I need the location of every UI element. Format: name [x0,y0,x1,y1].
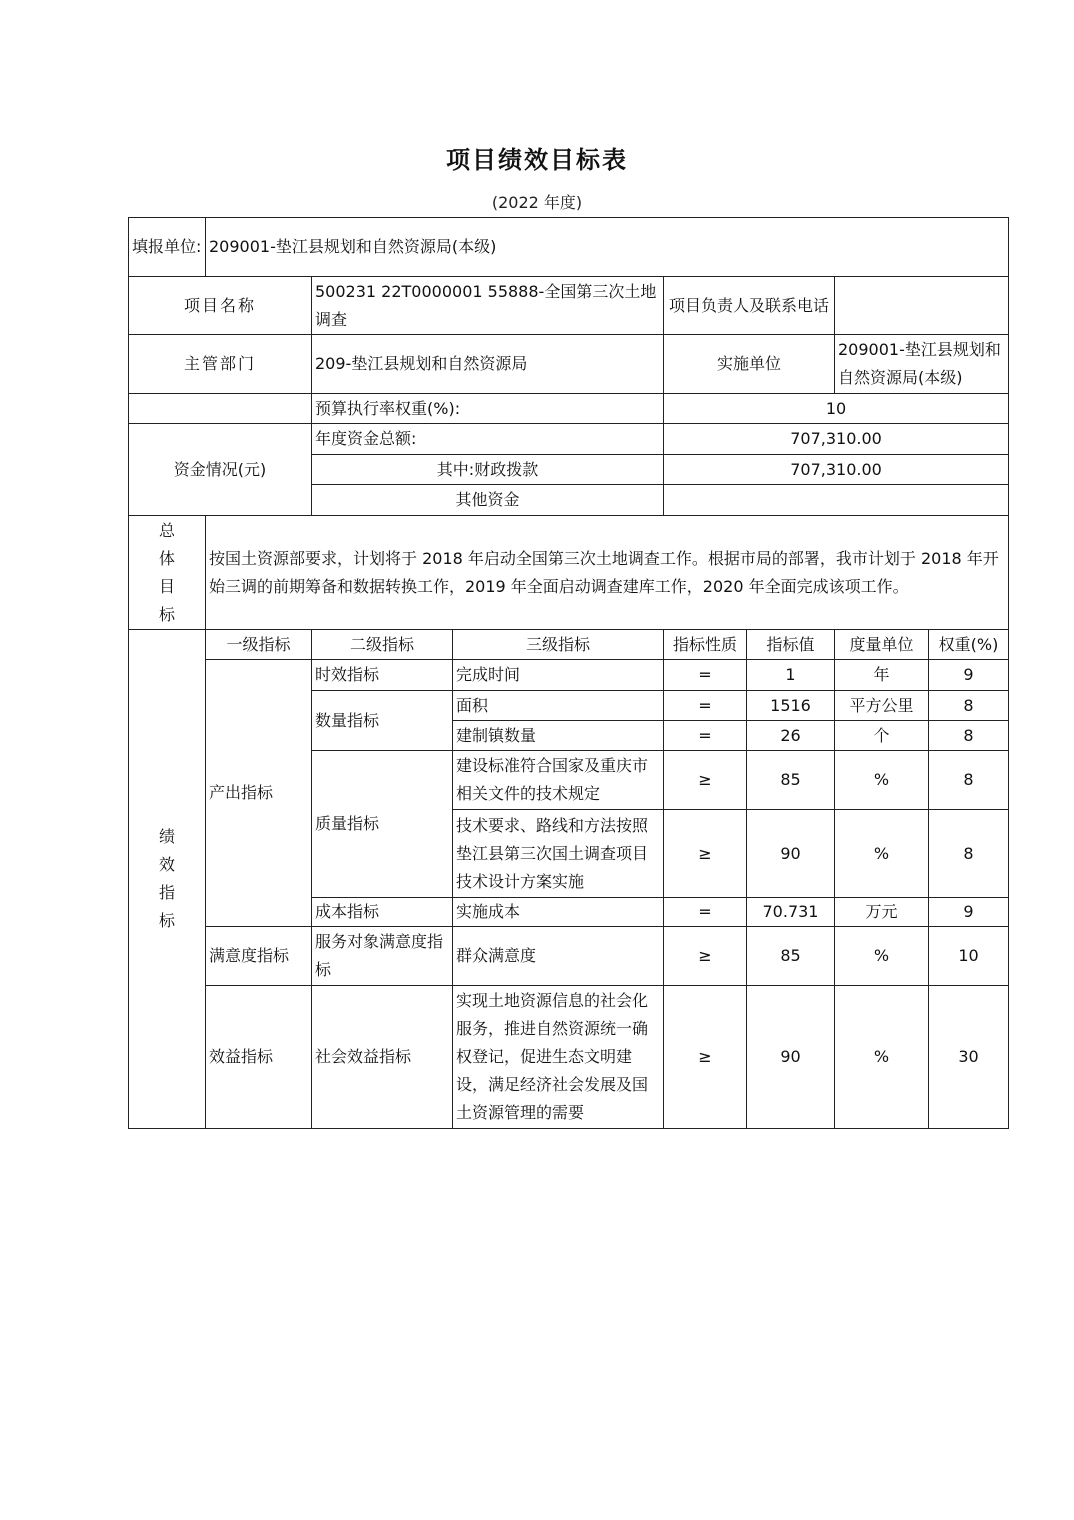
dept-label: 主管部门 [129,335,312,394]
budget-weight-blank [129,394,312,424]
dept-row [129,335,1009,394]
l1-benefit: 效益指标 [206,986,312,1129]
value-cell: 26 [747,721,835,751]
l2-cell: 时效指标 [312,660,453,691]
nature-cell: ≥ [664,927,747,986]
l3-cell: 建设标准符合国家及重庆市相关文件的技术规定 [453,751,664,810]
nature-cell: ≥ [664,751,747,810]
value-cell: 1 [747,660,835,691]
header-weight: 权重(%) [929,630,1009,660]
l3-cell: 建制镇数量 [453,721,664,751]
table-row [129,986,1009,1129]
weight-cell: 8 [929,721,1009,751]
table-row [129,660,1009,691]
l1-output: 产出指标 [206,660,312,927]
l3-cell: 技术要求、路线和方法按照垫江县第三次国土调查项目技术设计方案实施 [453,810,664,898]
goal-text: 按国土资源部要求，计划将于 2018 年启动全国第三次土地调查工作。根据市局的部署，我市计划于 2018 年开始三调的前期筹备和数据转换工作，2019 年全面启动调查建库工作，2020 年全面完成该项工作。 [206,516,1009,630]
l2-cell: 质量指标 [312,751,453,898]
weight-cell: 9 [929,898,1009,927]
fill-unit-label: 填报单位: [129,218,206,277]
l3-cell: 群众满意度 [453,927,664,986]
page-title: 项目绩效目标表 [446,146,628,174]
fiscal-label: 其中:财政拨款 [312,455,664,485]
l3-cell: 实施成本 [453,898,664,927]
impl-unit-label: 实施单位 [664,335,835,394]
unit-cell: 万元 [835,898,929,927]
l3-cell: 面积 [453,691,664,721]
unit-cell: % [835,751,929,810]
other-funds-value [664,485,1009,516]
budget-weight-value: 10 [664,394,1009,424]
weight-cell: 8 [929,751,1009,810]
header-unit: 度量单位 [835,630,929,660]
unit-cell: % [835,986,929,1129]
goal-label: 总体目标 [129,516,206,630]
value-cell: 70.731 [747,898,835,927]
annual-total-value: 707,310.00 [664,424,1009,455]
header-l2: 二级指标 [312,630,453,660]
l2-cell: 成本指标 [312,898,453,927]
l2-cell: 数量指标 [312,691,453,751]
project-name-row [129,277,1009,335]
dept-value: 209-垫江县规划和自然资源局 [312,335,664,394]
weight-cell: 8 [929,691,1009,721]
annual-total-row [129,424,1009,455]
contact-value [835,277,1009,335]
fill-unit-value: 209001-垫江县规划和自然资源局(本级) [206,218,1009,277]
header-l1: 一级指标 [206,630,312,660]
value-cell: 85 [747,751,835,810]
value-cell: 1516 [747,691,835,721]
impl-unit-value: 209001-垫江县规划和自然资源局(本级) [835,335,1009,394]
funds-label: 资金情况(元) [129,424,312,516]
unit-cell: 平方公里 [835,691,929,721]
value-cell: 85 [747,927,835,986]
nature-cell: = [664,691,747,721]
weight-cell: 8 [929,810,1009,898]
fill-unit-row [129,218,1009,277]
page-year: (2022 年度) [491,193,583,212]
project-name-value: 500231 22T0000001 55888-全国第三次土地调查 [312,277,664,335]
l2-cell: 服务对象满意度指标 [312,927,453,986]
nature-cell: = [664,721,747,751]
value-cell: 90 [747,986,835,1129]
goal-row [129,516,1009,630]
nature-cell: ≥ [664,986,747,1129]
perf-label: 绩效指标 [129,630,206,1129]
budget-weight-label: 预算执行率权重(%): [312,394,664,424]
l2-cell: 社会效益指标 [312,986,453,1129]
weight-cell: 9 [929,660,1009,691]
nature-cell: = [664,898,747,927]
header-nature: 指标性质 [664,630,747,660]
weight-cell: 10 [929,927,1009,986]
l1-satisfaction: 满意度指标 [206,927,312,986]
value-cell: 90 [747,810,835,898]
perf-header-row [129,630,1009,660]
project-name-label: 项目名称 [129,277,312,335]
l3-cell: 完成时间 [453,660,664,691]
nature-cell: = [664,660,747,691]
unit-cell: 个 [835,721,929,751]
fiscal-value: 707,310.00 [664,455,1009,485]
table-row [129,927,1009,986]
performance-target-table [128,217,1009,1129]
annual-total-label: 年度资金总额: [312,424,664,455]
unit-cell: 年 [835,660,929,691]
header-value: 指标值 [747,630,835,660]
unit-cell: % [835,810,929,898]
budget-weight-row [129,394,1009,424]
nature-cell: ≥ [664,810,747,898]
l3-cell: 实现土地资源信息的社会化服务，推进自然资源统一确权登记，促进生态文明建设，满足经济社会发展及国土资源管理的需要 [453,986,664,1129]
weight-cell: 30 [929,986,1009,1129]
header-l3: 三级指标 [453,630,664,660]
other-funds-label: 其他资金 [312,485,664,516]
contact-label: 项目负责人及联系电话 [664,277,835,335]
unit-cell: % [835,927,929,986]
